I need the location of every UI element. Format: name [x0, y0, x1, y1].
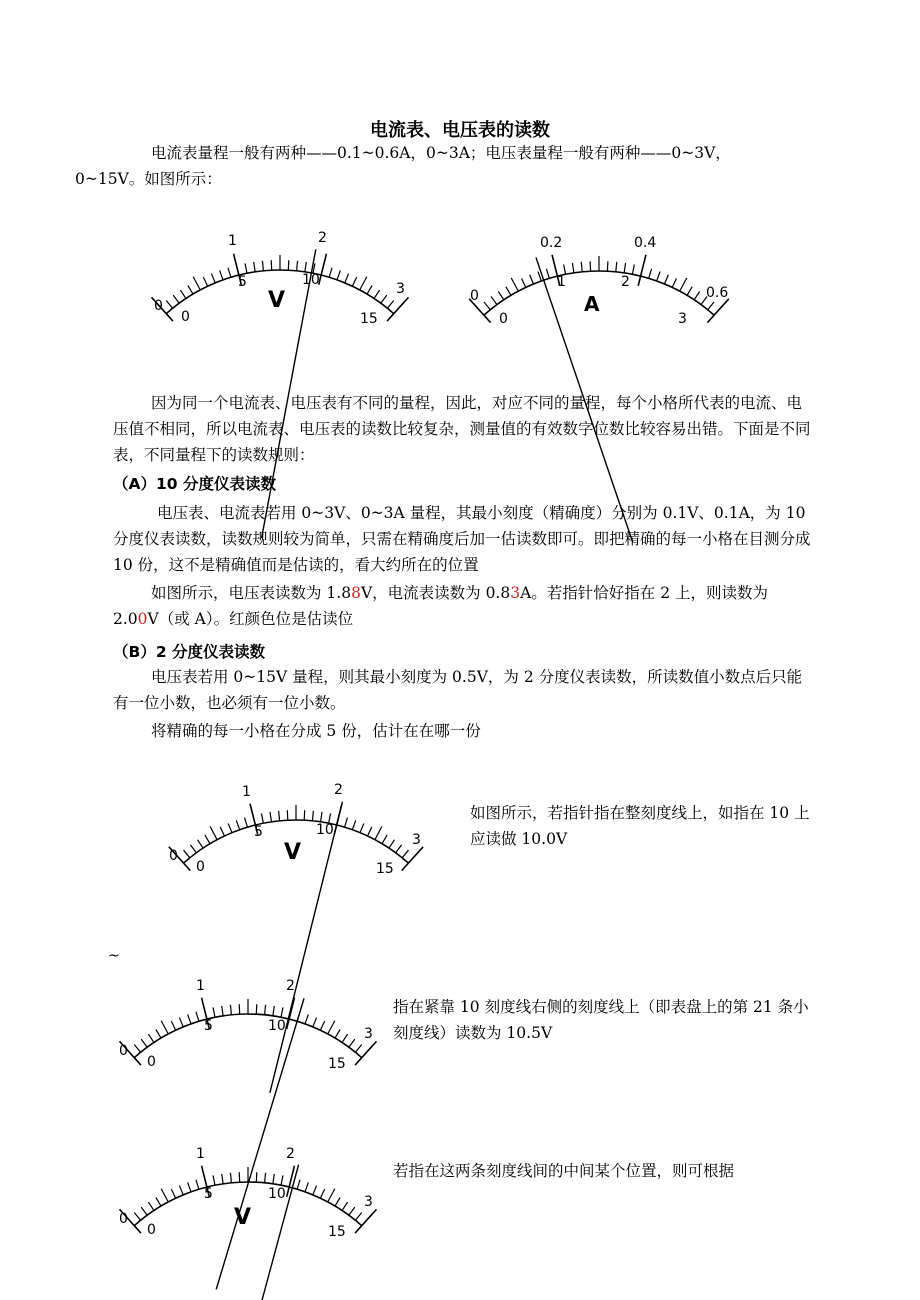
inner-label-10: 10	[268, 1018, 286, 1034]
voltmeter-dial-10.2v	[116, 1140, 386, 1280]
outer-label-2: 2	[334, 782, 343, 798]
gauge-1-caption: 如图所示，若指针指在整刻度线上，如指在 10 上应读做 10.0V	[470, 804, 810, 848]
scale-tick	[387, 301, 393, 309]
inner-label-5: 5	[204, 1186, 213, 1202]
scale-tick	[349, 1207, 355, 1215]
outer-label-2: 2	[318, 230, 327, 246]
scale-tick	[329, 268, 332, 278]
scale-tick	[166, 314, 173, 321]
scale-tick	[714, 299, 729, 315]
voltmeter-dial	[150, 225, 410, 365]
intro-line-1: 电流表量程一般有两种——0.1~0.6A，0~3A；电压表量程一般有两种——0~3V，	[151, 144, 731, 162]
scale-tick	[552, 255, 557, 276]
scale-tick	[222, 1006, 223, 1016]
text-run: V，电流表读数为 0.8	[360, 584, 511, 602]
scale-tick	[352, 277, 356, 286]
scale-tick	[313, 1186, 317, 1195]
scale-tick	[180, 290, 186, 298]
text-run: V（或 A）。红颜色位是估读位	[147, 610, 354, 628]
scale-tick	[355, 1045, 361, 1053]
scale-tick	[581, 262, 582, 272]
scale-tick	[389, 840, 395, 848]
scale-tick	[355, 1058, 362, 1065]
section-a-paragraph-2	[113, 580, 813, 632]
scale-tick	[134, 1045, 140, 1053]
scale-tick	[236, 820, 239, 829]
scale-tick	[202, 1166, 207, 1187]
scale-tick	[171, 1021, 175, 1030]
scale-tick	[156, 1197, 161, 1206]
unit-label: A	[584, 292, 600, 316]
scale-tick	[632, 264, 634, 274]
scale-tick	[396, 845, 402, 853]
scale-tick	[250, 804, 255, 825]
scale-tick	[342, 1202, 348, 1210]
scale-tick	[141, 1039, 147, 1047]
scale-tick	[484, 315, 491, 322]
scale-tick	[188, 285, 193, 294]
scale-tick	[305, 262, 306, 272]
outer-label-0: 0	[119, 1211, 128, 1227]
scale-tick	[328, 1189, 335, 1202]
scale-tick	[362, 1209, 377, 1225]
scale-tick	[228, 823, 232, 832]
scale-tick	[498, 291, 504, 299]
voltmeter-dial-10.5v	[116, 972, 386, 1092]
scale-tick	[234, 254, 239, 275]
inner-label-0: 0	[499, 311, 508, 327]
scale-tick	[134, 1213, 140, 1221]
scale-tick	[210, 826, 217, 839]
scale-tick	[173, 295, 179, 303]
scale-tick	[335, 1029, 340, 1038]
scale-tick	[197, 840, 203, 848]
scale-tick	[335, 1197, 340, 1206]
scale-tick	[261, 813, 263, 823]
section-a-heading: （A）10 分度仪表读数	[113, 475, 276, 493]
scale-tick	[265, 1173, 266, 1183]
scale-tick	[281, 1175, 283, 1185]
page-title: 电流表、电压表的读数	[370, 120, 550, 141]
gauge-2-caption: 指在紧靠 10 刻度线右侧的刻度线上（即表盘上的第 21 条小刻度线）读数为 10.5V	[393, 998, 809, 1042]
scale-tick	[254, 262, 255, 272]
scale-tick	[156, 1029, 161, 1038]
inner-label-10: 10	[302, 272, 320, 288]
scale-tick	[402, 863, 409, 870]
scale-tick	[134, 1058, 141, 1065]
scale-tick	[273, 1174, 274, 1184]
outer-label-1: 1	[228, 233, 237, 249]
inner-label-10: 10	[316, 822, 334, 838]
scale-tick	[188, 1014, 191, 1023]
outer-label-0.2: 0.2	[540, 235, 563, 251]
scale-tick	[230, 1005, 231, 1015]
scale-tick	[148, 1202, 154, 1210]
scale-tick	[649, 269, 652, 279]
scale-tick	[345, 274, 349, 283]
scale-tick	[375, 826, 382, 839]
scale-tick	[402, 850, 408, 858]
section-a-paragraph-1: 电压表、电流表若用 0~3V、0~3A 量程，其最小刻度（精确度）分别为 0.1V、0.1A，为 10 分度仪表读数，读数规则较为简单，只需在精确度后加一估读数即可。即把精确的每一小格在目测分成 10 份，这不是精确值而是估读的，看大约所在的位置	[113, 504, 811, 574]
inner-label-0: 0	[196, 859, 205, 875]
scale-tick	[312, 811, 313, 821]
scale-tick	[657, 272, 660, 281]
scale-tick	[305, 1014, 308, 1023]
scale-tick	[328, 1021, 335, 1034]
section-b-paragraph-2: 将精确的每一小格在分成 5 份，估计在在哪一份	[151, 722, 481, 740]
outer-label-1: 1	[196, 1146, 205, 1162]
inner-label-15: 15	[328, 1056, 346, 1072]
scale-tick	[360, 823, 364, 832]
text-run: 如图所示，电压表读数为 1.8	[151, 584, 352, 602]
scale-tick	[381, 295, 387, 303]
scale-tick	[342, 1034, 348, 1042]
estimated-digit: 8	[351, 584, 361, 602]
unit-label: V	[284, 840, 302, 865]
scale-tick	[624, 263, 625, 273]
outer-label-3: 3	[364, 1194, 373, 1210]
outer-label-0.6: 0.6	[706, 285, 729, 301]
scale-tick	[281, 1007, 283, 1017]
ammeter-dial	[466, 225, 736, 365]
scale-tick	[297, 261, 298, 271]
scale-tick	[572, 263, 573, 273]
scale-tick	[349, 1039, 355, 1047]
scale-tick	[305, 1182, 308, 1191]
inner-label-15: 15	[328, 1224, 346, 1240]
scale-tick	[382, 835, 387, 844]
scale-tick	[687, 287, 692, 296]
scale-tick	[222, 1174, 223, 1184]
scale-tick	[166, 301, 172, 309]
estimated-digit: 0	[137, 610, 148, 628]
outer-label-0: 0	[169, 848, 178, 864]
scale-tick	[196, 1012, 199, 1022]
stray-mark: ~	[108, 948, 120, 964]
scale-tick	[188, 1182, 191, 1191]
scale-tick	[279, 811, 280, 821]
scale-tick	[193, 277, 200, 290]
scale-tick	[220, 270, 223, 279]
scale-tick	[680, 278, 687, 291]
scale-tick	[564, 264, 566, 274]
outer-label-0: 0	[154, 298, 163, 314]
outer-label-2: 2	[286, 978, 295, 994]
scale-tick	[141, 1207, 147, 1215]
scale-tick	[203, 277, 207, 286]
outer-label-0: 0	[119, 1043, 128, 1059]
scale-tick	[289, 998, 294, 1019]
outer-label-0: 0	[470, 288, 479, 304]
scale-tick	[511, 278, 518, 291]
scale-tick	[321, 812, 322, 822]
text-run: A。若指针恰好指在 2 上，则读数为 2.0	[113, 584, 769, 628]
scale-tick	[245, 263, 247, 273]
outer-label-1: 1	[196, 978, 205, 994]
scale-tick	[345, 818, 348, 828]
scale-arc	[134, 1014, 362, 1058]
inner-label-3: 3	[678, 311, 687, 327]
inner-label-0: 0	[181, 309, 190, 325]
scale-tick	[387, 314, 394, 321]
scale-tick	[320, 1189, 324, 1198]
intro-paragraph	[75, 140, 813, 192]
section-b-heading: （B）2 分度仪表读数	[113, 643, 265, 661]
scale-tick	[134, 1226, 141, 1233]
scale-tick	[484, 302, 490, 310]
unit-label: V	[268, 288, 286, 313]
scale-tick	[179, 1018, 183, 1027]
scale-tick	[394, 297, 409, 313]
explanation-paragraph: 因为同一个电流表、电压表有不同的量程，因此，对应不同的量程，每个小格所代表的电流、电压值不相同，所以电流表、电压表的读数比较复杂，测量值的有效数字位数比较容易出错。下面是不同表，不同量程下的读数规则：	[113, 394, 811, 464]
outer-label-3: 3	[412, 832, 421, 848]
scale-tick	[220, 827, 224, 836]
scale-tick	[707, 315, 714, 322]
scale-tick	[287, 1019, 289, 1029]
outer-label-1: 1	[242, 784, 251, 800]
scale-tick	[708, 302, 714, 310]
inner-label-5: 5	[238, 274, 247, 290]
scale-tick	[665, 275, 669, 284]
outer-label-3: 3	[396, 281, 405, 297]
scale-tick	[337, 270, 340, 279]
inner-label-1: 1	[557, 274, 566, 290]
scale-tick	[179, 1186, 183, 1195]
estimated-digit: 3	[510, 584, 521, 602]
scale-tick	[672, 278, 676, 287]
scale-tick	[546, 269, 549, 279]
scale-tick	[287, 1187, 289, 1197]
voltmeter-dial-10v	[166, 780, 436, 895]
scale-tick	[262, 261, 263, 271]
scale-tick	[491, 297, 497, 305]
scale-tick	[171, 1189, 175, 1198]
scale-tick	[320, 1021, 324, 1030]
scale-tick	[161, 1189, 168, 1202]
needle	[217, 1165, 299, 1300]
scale-tick	[245, 818, 248, 828]
scale-tick	[530, 275, 534, 284]
inner-label-5: 5	[204, 1018, 213, 1034]
inner-label-10: 10	[268, 1186, 286, 1202]
scale-tick	[148, 1034, 154, 1042]
scale-tick	[205, 835, 210, 844]
inner-label-0: 0	[147, 1222, 156, 1238]
scale-tick	[367, 285, 372, 294]
scale-tick	[362, 1041, 377, 1057]
inner-label-15: 15	[360, 311, 378, 327]
intro-line-2: 0~15V。如图所示：	[75, 170, 222, 188]
scale-tick	[161, 1021, 168, 1034]
inner-label-5: 5	[254, 824, 263, 840]
scale-tick	[273, 1006, 274, 1016]
scale-tick	[183, 850, 189, 858]
scale-tick	[360, 277, 367, 290]
scale-tick	[506, 287, 511, 296]
unit-label: V	[234, 1205, 252, 1230]
voltmeter-scale	[120, 998, 377, 1065]
scale-tick	[368, 827, 372, 836]
scale-tick	[321, 254, 326, 275]
scale-tick	[196, 1180, 199, 1190]
scale-tick	[202, 998, 207, 1019]
scale-tick	[230, 1173, 231, 1183]
scale-tick	[641, 255, 646, 276]
gauge-3-caption: 若指在这两条刻度线间的中间某个位置，则可根据	[393, 1162, 735, 1180]
scale-tick	[265, 1005, 266, 1015]
outer-label-0.4: 0.4	[634, 235, 657, 251]
scale-tick	[408, 847, 423, 863]
inner-label-15: 15	[376, 861, 394, 877]
inner-label-0: 0	[147, 1054, 156, 1070]
scale-tick	[355, 1213, 361, 1221]
scale-tick	[638, 276, 640, 286]
scale-tick	[522, 278, 526, 287]
inner-label-2: 2	[621, 274, 630, 290]
scale-tick	[297, 1180, 300, 1190]
scale-tick	[211, 274, 215, 283]
scale-tick	[228, 268, 231, 278]
scale-tick	[374, 290, 380, 298]
scale-tick	[694, 291, 700, 299]
scale-tick	[213, 1007, 215, 1017]
scale-tick	[270, 812, 271, 822]
scale-tick	[616, 262, 617, 272]
scale-tick	[355, 1226, 362, 1233]
scale-tick	[213, 1175, 215, 1185]
scale-tick	[190, 845, 196, 853]
outer-label-2: 2	[286, 1146, 295, 1162]
scale-tick	[352, 820, 355, 829]
section-b-paragraph-1: 电压表若用 0~15V 量程，则其最小刻度为 0.5V，为 2 分度仪表读数，所读数值小数点后只能有一位小数，也必须有一位小数。	[113, 668, 803, 712]
scale-tick	[313, 1018, 317, 1027]
outer-label-3: 3	[364, 1026, 373, 1042]
scale-tick	[184, 863, 191, 870]
